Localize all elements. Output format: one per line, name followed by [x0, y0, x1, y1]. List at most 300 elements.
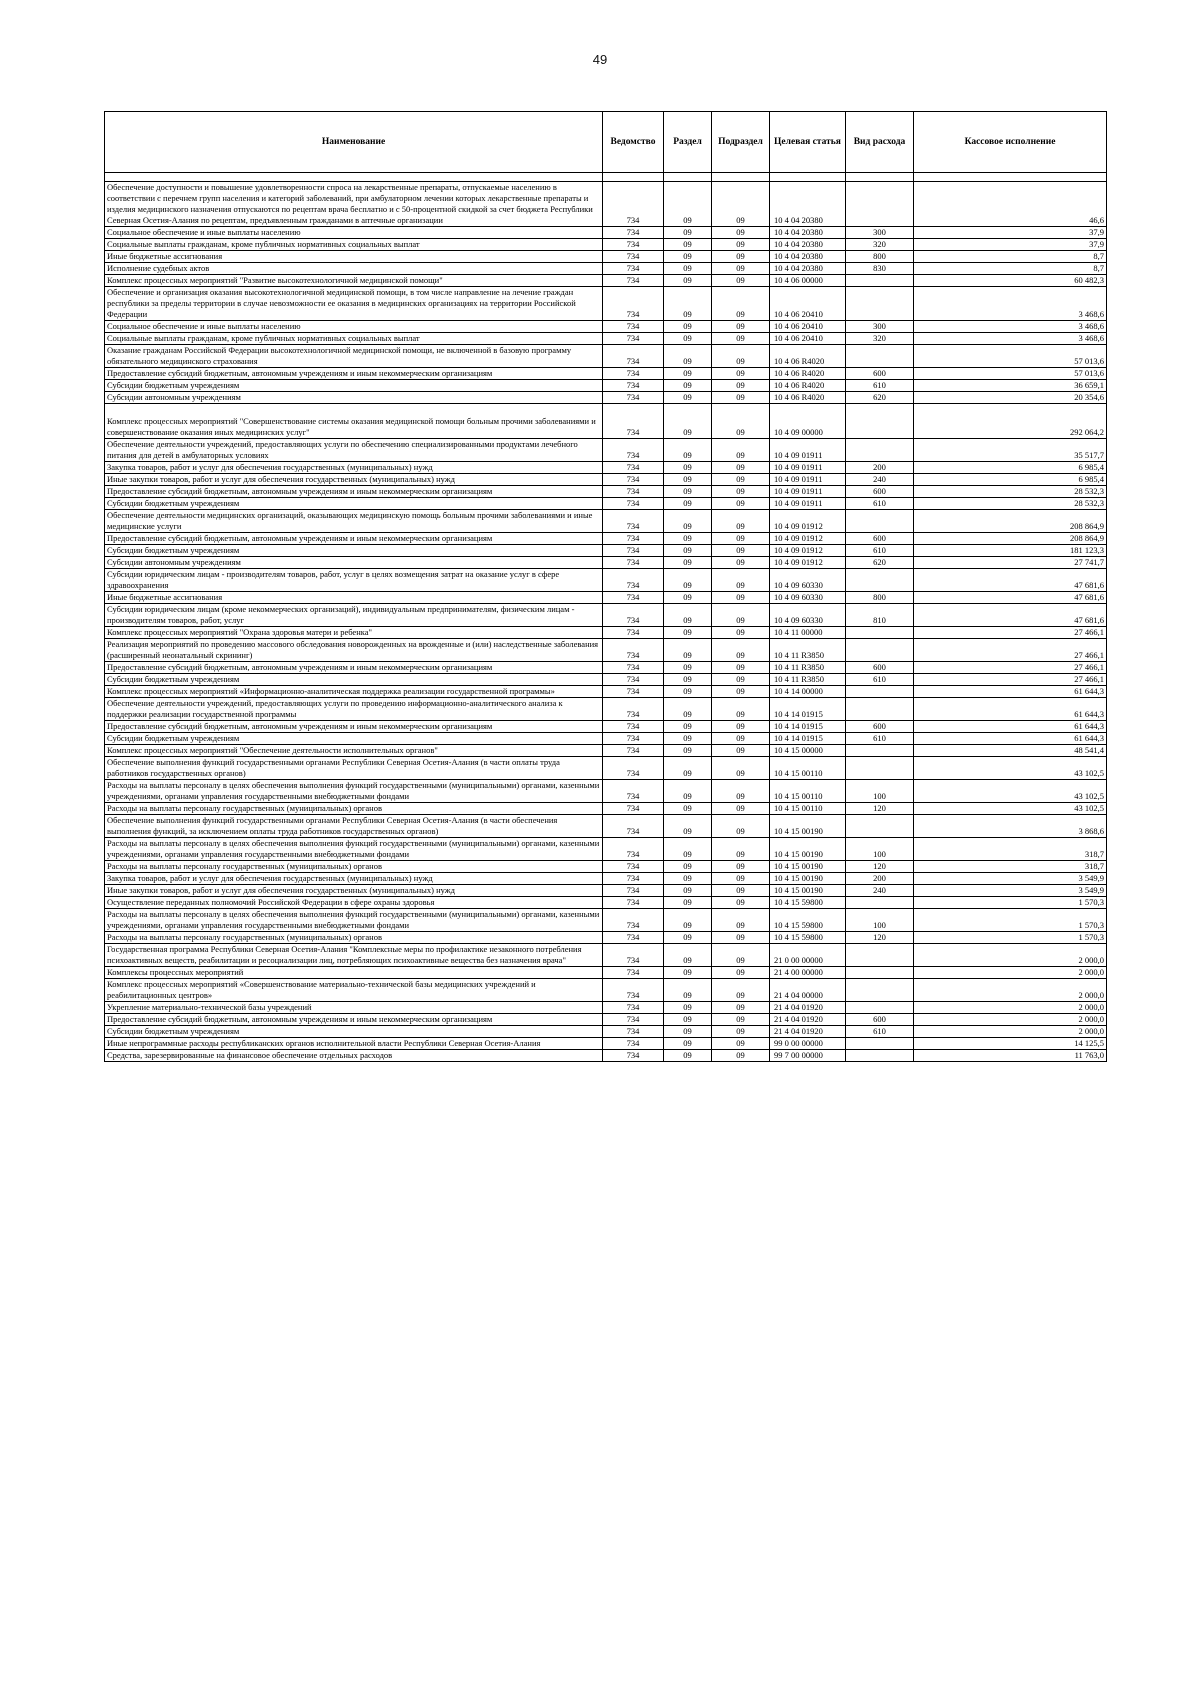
row-amount: 3 549,9	[914, 885, 1107, 897]
row-exp-type	[846, 745, 914, 757]
row-amount: 3 468,6	[914, 321, 1107, 333]
row-name: Реализация мероприятий по проведению массового обследования новорожденных на врожденные и (или) наследственные заболевания (расширенный неонатальный скрининг)	[105, 639, 603, 662]
header-name: Наименование	[105, 112, 603, 173]
row-section: 09	[664, 251, 712, 263]
row-name: Субсидии автономным учреждениям	[105, 392, 603, 404]
row-subsection: 09	[712, 932, 770, 944]
row-section: 09	[664, 1014, 712, 1026]
row-section: 09	[664, 474, 712, 486]
row-dept: 734	[603, 533, 664, 545]
row-subsection: 09	[712, 780, 770, 803]
row-section: 09	[664, 227, 712, 239]
row-exp-type	[846, 815, 914, 838]
table-row	[105, 944, 1107, 967]
row-name: Обеспечение и организация оказания высокотехнологичной медицинской помощи, в том числе направление на лечение граждан республики за пределы территории в случае невозможности ее оказания в медицинских организациях на территории Российской Федерации	[105, 287, 603, 321]
table-row	[105, 721, 1107, 733]
row-amount: 11 763,0	[914, 1050, 1107, 1062]
row-dept: 734	[603, 345, 664, 368]
row-subsection: 09	[712, 674, 770, 686]
row-amount: 27 741,7	[914, 557, 1107, 569]
row-amount: 47 681,6	[914, 592, 1107, 604]
row-exp-type: 610	[846, 498, 914, 510]
row-name: Исполнение судебных актов	[105, 263, 603, 275]
row-amount: 27 466,1	[914, 674, 1107, 686]
row-section: 09	[664, 287, 712, 321]
row-subsection: 09	[712, 227, 770, 239]
row-name: Комплекс процессных мероприятий «Совершенствование материально-технической базы медицинских учреждений и реабилитационных центров»	[105, 979, 603, 1002]
row-target: 10 4 14 01915	[770, 698, 846, 721]
row-dept: 734	[603, 380, 664, 392]
row-dept: 734	[603, 838, 664, 861]
row-amount: 43 102,5	[914, 780, 1107, 803]
row-amount: 2 000,0	[914, 944, 1107, 967]
table-row	[105, 757, 1107, 780]
row-dept: 734	[603, 404, 664, 439]
row-subsection: 09	[712, 439, 770, 462]
row-target: 21 4 04 01920	[770, 1014, 846, 1026]
row-dept: 734	[603, 745, 664, 757]
row-section: 09	[664, 604, 712, 627]
row-dept: 734	[603, 498, 664, 510]
row-amount: 47 681,6	[914, 569, 1107, 592]
row-target: 21 4 04 00000	[770, 979, 846, 1002]
row-dept: 734	[603, 439, 664, 462]
row-subsection: 09	[712, 474, 770, 486]
row-name: Иные непрограммные расходы республиканских органов исполнительной власти Республики Северная Осетия-Алания	[105, 1038, 603, 1050]
row-dept: 734	[603, 873, 664, 885]
row-dept: 734	[603, 909, 664, 932]
row-amount: 3 868,6	[914, 815, 1107, 838]
row-exp-type: 610	[846, 733, 914, 745]
row-name: Комплекс процессных мероприятий "Развитие высокотехнологичной медицинской помощи"	[105, 275, 603, 287]
row-exp-type: 620	[846, 392, 914, 404]
row-subsection: 09	[712, 861, 770, 873]
row-exp-type: 610	[846, 1026, 914, 1038]
row-section: 09	[664, 1026, 712, 1038]
row-subsection: 09	[712, 368, 770, 380]
row-target: 10 4 04 20380	[770, 239, 846, 251]
row-target: 99 0 00 00000	[770, 1038, 846, 1050]
row-subsection: 09	[712, 757, 770, 780]
row-name: Субсидии бюджетным учреждениям	[105, 733, 603, 745]
row-name: Обеспечение деятельности учреждений, предоставляющих услуги по проведению информационно-аналитического анализа к поддержки реализации государственной программы	[105, 698, 603, 721]
row-name: Комплексы процессных мероприятий	[105, 967, 603, 979]
table-row	[105, 557, 1107, 569]
row-dept: 734	[603, 885, 664, 897]
row-target: 10 4 11 00000	[770, 627, 846, 639]
row-amount: 8,7	[914, 251, 1107, 263]
row-dept: 734	[603, 474, 664, 486]
row-section: 09	[664, 510, 712, 533]
row-amount: 47 681,6	[914, 604, 1107, 627]
row-dept: 734	[603, 815, 664, 838]
row-name: Субсидии бюджетным учреждениям	[105, 498, 603, 510]
row-exp-type: 100	[846, 909, 914, 932]
row-subsection: 09	[712, 239, 770, 251]
row-dept: 734	[603, 462, 664, 474]
table-row	[105, 287, 1107, 321]
row-section: 09	[664, 674, 712, 686]
table-row	[105, 439, 1107, 462]
row-amount: 27 466,1	[914, 627, 1107, 639]
row-target: 10 4 09 01911	[770, 474, 846, 486]
row-name: Обеспечение выполнения функций государственными органами Республики Северная Осетия-Алания (в части обеспечения выполнения функций, за исключением оплаты труда работников государственных органов)	[105, 815, 603, 838]
row-amount: 36 659,1	[914, 380, 1107, 392]
row-dept: 734	[603, 733, 664, 745]
row-section: 09	[664, 944, 712, 967]
row-exp-type: 240	[846, 474, 914, 486]
table-row	[105, 251, 1107, 263]
row-dept: 734	[603, 967, 664, 979]
row-subsection: 09	[712, 803, 770, 815]
table-row	[105, 592, 1107, 604]
row-subsection: 09	[712, 909, 770, 932]
row-section: 09	[664, 721, 712, 733]
row-target: 10 4 09 01912	[770, 533, 846, 545]
row-amount: 2 000,0	[914, 1014, 1107, 1026]
row-target: 10 4 11 R3850	[770, 639, 846, 662]
row-subsection: 09	[712, 275, 770, 287]
row-dept: 734	[603, 368, 664, 380]
table-row	[105, 227, 1107, 239]
row-name: Обеспечение доступности и повышение удовлетворенности спроса на лекарственные препараты, отпускаемые населению в соответствии с перечнем групп населения и категорий заболеваний, при амбулаторном лечении которых лекарственные препараты и изделия медицинского назначения отпускаются по рецептам врача бесплатно и с 50-процентной скидкой за счет бюджета Республики Северная Осетия-Алания по рецептам, предъявленным гражданами в аптечные организации	[105, 182, 603, 227]
table-row	[105, 698, 1107, 721]
row-exp-type	[846, 686, 914, 698]
row-section: 09	[664, 1002, 712, 1014]
row-amount: 2 000,0	[914, 1002, 1107, 1014]
row-name: Государственная программа Республики Северная Осетия-Алания "Комплексные меры по профилактике незаконного потребления психоактивных веществ, реабилитации и ресоциализации лиц, потребляющих психоактивные вещества без назначения врача"	[105, 944, 603, 967]
row-target: 10 4 15 00190	[770, 815, 846, 838]
row-exp-type: 600	[846, 533, 914, 545]
row-section: 09	[664, 698, 712, 721]
row-name: Социальные выплаты гражданам, кроме публичных нормативных социальных выплат	[105, 333, 603, 345]
row-amount: 2 000,0	[914, 979, 1107, 1002]
row-exp-type: 320	[846, 333, 914, 345]
row-target: 10 4 04 20380	[770, 251, 846, 263]
row-target: 10 4 06 R4020	[770, 380, 846, 392]
row-subsection: 09	[712, 545, 770, 557]
row-name: Субсидии бюджетным учреждениям	[105, 380, 603, 392]
row-dept: 734	[603, 674, 664, 686]
budget-execution-table	[104, 111, 1107, 1062]
row-amount: 3 549,9	[914, 873, 1107, 885]
row-exp-type	[846, 627, 914, 639]
row-exp-type: 320	[846, 239, 914, 251]
table-row	[105, 545, 1107, 557]
row-name: Иные закупки товаров, работ и услуг для обеспечения государственных (муниципальных) нужд	[105, 474, 603, 486]
row-name: Предоставление субсидий бюджетным, автономным учреждениям и иным некоммерческим организациям	[105, 533, 603, 545]
row-exp-type	[846, 510, 914, 533]
row-target: 10 4 04 20380	[770, 227, 846, 239]
table-row	[105, 932, 1107, 944]
row-dept: 734	[603, 227, 664, 239]
row-section: 09	[664, 932, 712, 944]
row-name: Иные бюджетные ассигнования	[105, 592, 603, 604]
row-amount: 181 123,3	[914, 545, 1107, 557]
row-exp-type: 600	[846, 368, 914, 380]
header-section: Раздел	[664, 112, 712, 173]
row-exp-type: 600	[846, 486, 914, 498]
row-section: 09	[664, 275, 712, 287]
row-subsection: 09	[712, 721, 770, 733]
row-exp-type	[846, 698, 914, 721]
row-target: 21 0 00 00000	[770, 944, 846, 967]
header-dept: Ведомство	[603, 112, 664, 173]
row-section: 09	[664, 380, 712, 392]
row-name: Обеспечение деятельности учреждений, предоставляющих услуги по обеспечению специализированными продуктами лечебного питания для детей в амбулаторных условиях	[105, 439, 603, 462]
row-subsection: 09	[712, 404, 770, 439]
row-target: 10 4 15 59800	[770, 932, 846, 944]
row-subsection: 09	[712, 392, 770, 404]
row-exp-type	[846, 404, 914, 439]
row-subsection: 09	[712, 510, 770, 533]
row-subsection: 09	[712, 533, 770, 545]
table-row	[105, 662, 1107, 674]
row-subsection: 09	[712, 287, 770, 321]
row-amount: 35 517,7	[914, 439, 1107, 462]
header-target: Целевая статья	[770, 112, 846, 173]
row-exp-type: 600	[846, 721, 914, 733]
row-section: 09	[664, 486, 712, 498]
table-row	[105, 404, 1107, 439]
row-section: 09	[664, 533, 712, 545]
table-row	[105, 510, 1107, 533]
row-section: 09	[664, 345, 712, 368]
row-section: 09	[664, 392, 712, 404]
table-row	[105, 462, 1107, 474]
row-amount: 37,9	[914, 239, 1107, 251]
row-section: 09	[664, 838, 712, 861]
table-row	[105, 780, 1107, 803]
table-row	[105, 639, 1107, 662]
row-amount: 61 644,3	[914, 698, 1107, 721]
row-subsection: 09	[712, 1038, 770, 1050]
row-subsection: 09	[712, 569, 770, 592]
table-row	[105, 182, 1107, 227]
row-target: 10 4 06 20410	[770, 287, 846, 321]
row-subsection: 09	[712, 627, 770, 639]
row-target: 10 4 06 00000	[770, 275, 846, 287]
table-row	[105, 380, 1107, 392]
row-section: 09	[664, 979, 712, 1002]
row-dept: 734	[603, 639, 664, 662]
row-name: Субсидии бюджетным учреждениям	[105, 545, 603, 557]
row-target: 10 4 15 00110	[770, 757, 846, 780]
row-section: 09	[664, 182, 712, 227]
row-amount: 57 013,6	[914, 368, 1107, 380]
table-row	[105, 486, 1107, 498]
row-exp-type: 600	[846, 1014, 914, 1026]
row-subsection: 09	[712, 873, 770, 885]
row-section: 09	[664, 639, 712, 662]
row-subsection: 09	[712, 686, 770, 698]
row-target: 10 4 15 00190	[770, 885, 846, 897]
row-subsection: 09	[712, 263, 770, 275]
row-subsection: 09	[712, 897, 770, 909]
row-dept: 734	[603, 263, 664, 275]
row-subsection: 09	[712, 321, 770, 333]
row-target: 10 4 15 00110	[770, 780, 846, 803]
row-subsection: 09	[712, 967, 770, 979]
row-subsection: 09	[712, 639, 770, 662]
header-gap-row	[105, 173, 1107, 182]
row-section: 09	[664, 745, 712, 757]
row-name: Субсидии юридическим лицам - производителям товаров, работ, услуг в целях возмещения затрат на оказание услуг в сфере здравоохранения	[105, 569, 603, 592]
row-amount: 1 570,3	[914, 932, 1107, 944]
table-row	[105, 1038, 1107, 1050]
row-exp-type: 810	[846, 604, 914, 627]
row-section: 09	[664, 462, 712, 474]
row-dept: 734	[603, 287, 664, 321]
row-exp-type: 600	[846, 662, 914, 674]
row-exp-type: 610	[846, 674, 914, 686]
row-dept: 734	[603, 392, 664, 404]
row-target: 10 4 06 R4020	[770, 345, 846, 368]
row-dept: 734	[603, 545, 664, 557]
table-row	[105, 979, 1107, 1002]
row-section: 09	[664, 967, 712, 979]
table-row	[105, 686, 1107, 698]
row-exp-type: 610	[846, 380, 914, 392]
row-subsection: 09	[712, 1050, 770, 1062]
row-name: Расходы на выплаты персоналу в целях обеспечения выполнения функций государственными (муниципальными) органами, казенными учреждениями, органами управления государственными внебюджетными фондами	[105, 838, 603, 861]
row-amount: 6 985,4	[914, 462, 1107, 474]
header-exp-type: Вид расхода	[846, 112, 914, 173]
row-exp-type	[846, 757, 914, 780]
row-subsection: 09	[712, 251, 770, 263]
row-name: Субсидии автономным учреждениям	[105, 557, 603, 569]
row-target: 10 4 09 01912	[770, 510, 846, 533]
row-exp-type	[846, 897, 914, 909]
row-amount: 292 064,2	[914, 404, 1107, 439]
row-name: Субсидии юридическим лицам (кроме некоммерческих организаций), индивидуальным предпринимателям, физическим лицам - производителям товаров, работ, услуг	[105, 604, 603, 627]
row-exp-type: 100	[846, 838, 914, 861]
row-name: Субсидии бюджетным учреждениям	[105, 1026, 603, 1038]
row-dept: 734	[603, 627, 664, 639]
row-section: 09	[664, 686, 712, 698]
row-name: Осуществление переданных полномочий Российской Федерации в сфере охраны здоровья	[105, 897, 603, 909]
row-target: 10 4 09 60330	[770, 569, 846, 592]
row-exp-type: 300	[846, 227, 914, 239]
row-target: 10 4 09 01912	[770, 557, 846, 569]
row-section: 09	[664, 321, 712, 333]
row-section: 09	[664, 498, 712, 510]
row-amount: 6 985,4	[914, 474, 1107, 486]
row-target: 10 4 15 00190	[770, 861, 846, 873]
row-dept: 734	[603, 1014, 664, 1026]
row-dept: 734	[603, 979, 664, 1002]
row-target: 10 4 15 00190	[770, 873, 846, 885]
row-amount: 27 466,1	[914, 662, 1107, 674]
row-name: Укрепление материально-технической базы учреждений	[105, 1002, 603, 1014]
row-dept: 734	[603, 662, 664, 674]
table-row	[105, 263, 1107, 275]
row-amount: 208 864,9	[914, 533, 1107, 545]
row-name: Комплекс процессных мероприятий "Совершенствование системы оказания медицинской помощи больным прочими заболеваниями и совершенствование оказания иных медицинских услуг"	[105, 404, 603, 439]
row-name: Расходы на выплаты персоналу государственных (муниципальных) органов	[105, 861, 603, 873]
row-section: 09	[664, 1038, 712, 1050]
row-target: 10 4 15 00000	[770, 745, 846, 757]
row-section: 09	[664, 333, 712, 345]
row-section: 09	[664, 263, 712, 275]
row-section: 09	[664, 885, 712, 897]
table-row	[105, 1050, 1107, 1062]
row-target: 10 4 09 01911	[770, 439, 846, 462]
row-name: Расходы на выплаты персоналу в целях обеспечения выполнения функций государственными (муниципальными) органами, казенными учреждениями, органами управления государственными внебюджетными фондами	[105, 909, 603, 932]
row-amount: 28 532,3	[914, 498, 1107, 510]
row-target: 10 4 06 R4020	[770, 368, 846, 380]
row-target: 21 4 04 01920	[770, 1026, 846, 1038]
row-amount: 61 644,3	[914, 721, 1107, 733]
row-dept: 734	[603, 592, 664, 604]
row-amount: 8,7	[914, 263, 1107, 275]
row-dept: 734	[603, 897, 664, 909]
row-exp-type: 200	[846, 462, 914, 474]
table-row	[105, 674, 1107, 686]
row-name: Предоставление субсидий бюджетным, автономным учреждениям и иным некоммерческим организациям	[105, 368, 603, 380]
row-section: 09	[664, 239, 712, 251]
row-dept: 734	[603, 182, 664, 227]
row-dept: 734	[603, 803, 664, 815]
row-subsection: 09	[712, 979, 770, 1002]
row-subsection: 09	[712, 838, 770, 861]
table-row	[105, 569, 1107, 592]
row-subsection: 09	[712, 604, 770, 627]
row-target: 10 4 15 59800	[770, 909, 846, 932]
row-target: 10 4 09 01912	[770, 545, 846, 557]
table-row	[105, 733, 1107, 745]
table-row	[105, 627, 1107, 639]
table-row	[105, 333, 1107, 345]
row-target: 10 4 09 01911	[770, 462, 846, 474]
row-subsection: 09	[712, 557, 770, 569]
row-dept: 734	[603, 757, 664, 780]
row-section: 09	[664, 569, 712, 592]
row-dept: 734	[603, 510, 664, 533]
row-exp-type: 800	[846, 251, 914, 263]
row-dept: 734	[603, 275, 664, 287]
row-target: 21 4 04 01920	[770, 1002, 846, 1014]
row-exp-type: 620	[846, 557, 914, 569]
row-name: Средства, зарезервированные на финансовое обеспечение отдельных расходов	[105, 1050, 603, 1062]
row-name: Комплекс процессных мероприятий «Информационно-аналитическая поддержка реализации государственной программы»	[105, 686, 603, 698]
row-exp-type	[846, 639, 914, 662]
table-row	[105, 368, 1107, 380]
row-exp-type: 830	[846, 263, 914, 275]
row-section: 09	[664, 873, 712, 885]
row-amount: 208 864,9	[914, 510, 1107, 533]
table-row	[105, 498, 1107, 510]
row-exp-type	[846, 1050, 914, 1062]
row-target: 21 4 00 00000	[770, 967, 846, 979]
row-dept: 734	[603, 239, 664, 251]
row-amount: 57 013,6	[914, 345, 1107, 368]
row-dept: 734	[603, 251, 664, 263]
row-amount: 2 000,0	[914, 967, 1107, 979]
row-name: Предоставление субсидий бюджетным, автономным учреждениям и иным некоммерческим организациям	[105, 486, 603, 498]
row-name: Предоставление субсидий бюджетным, автономным учреждениям и иным некоммерческим организациям	[105, 662, 603, 674]
row-target: 10 4 14 01915	[770, 721, 846, 733]
row-amount: 61 644,3	[914, 686, 1107, 698]
row-amount: 37,9	[914, 227, 1107, 239]
row-section: 09	[664, 733, 712, 745]
table-row	[105, 897, 1107, 909]
row-target: 10 4 06 20410	[770, 333, 846, 345]
row-amount: 3 468,6	[914, 287, 1107, 321]
table-row	[105, 1026, 1107, 1038]
row-dept: 734	[603, 557, 664, 569]
row-target: 10 4 14 00000	[770, 686, 846, 698]
